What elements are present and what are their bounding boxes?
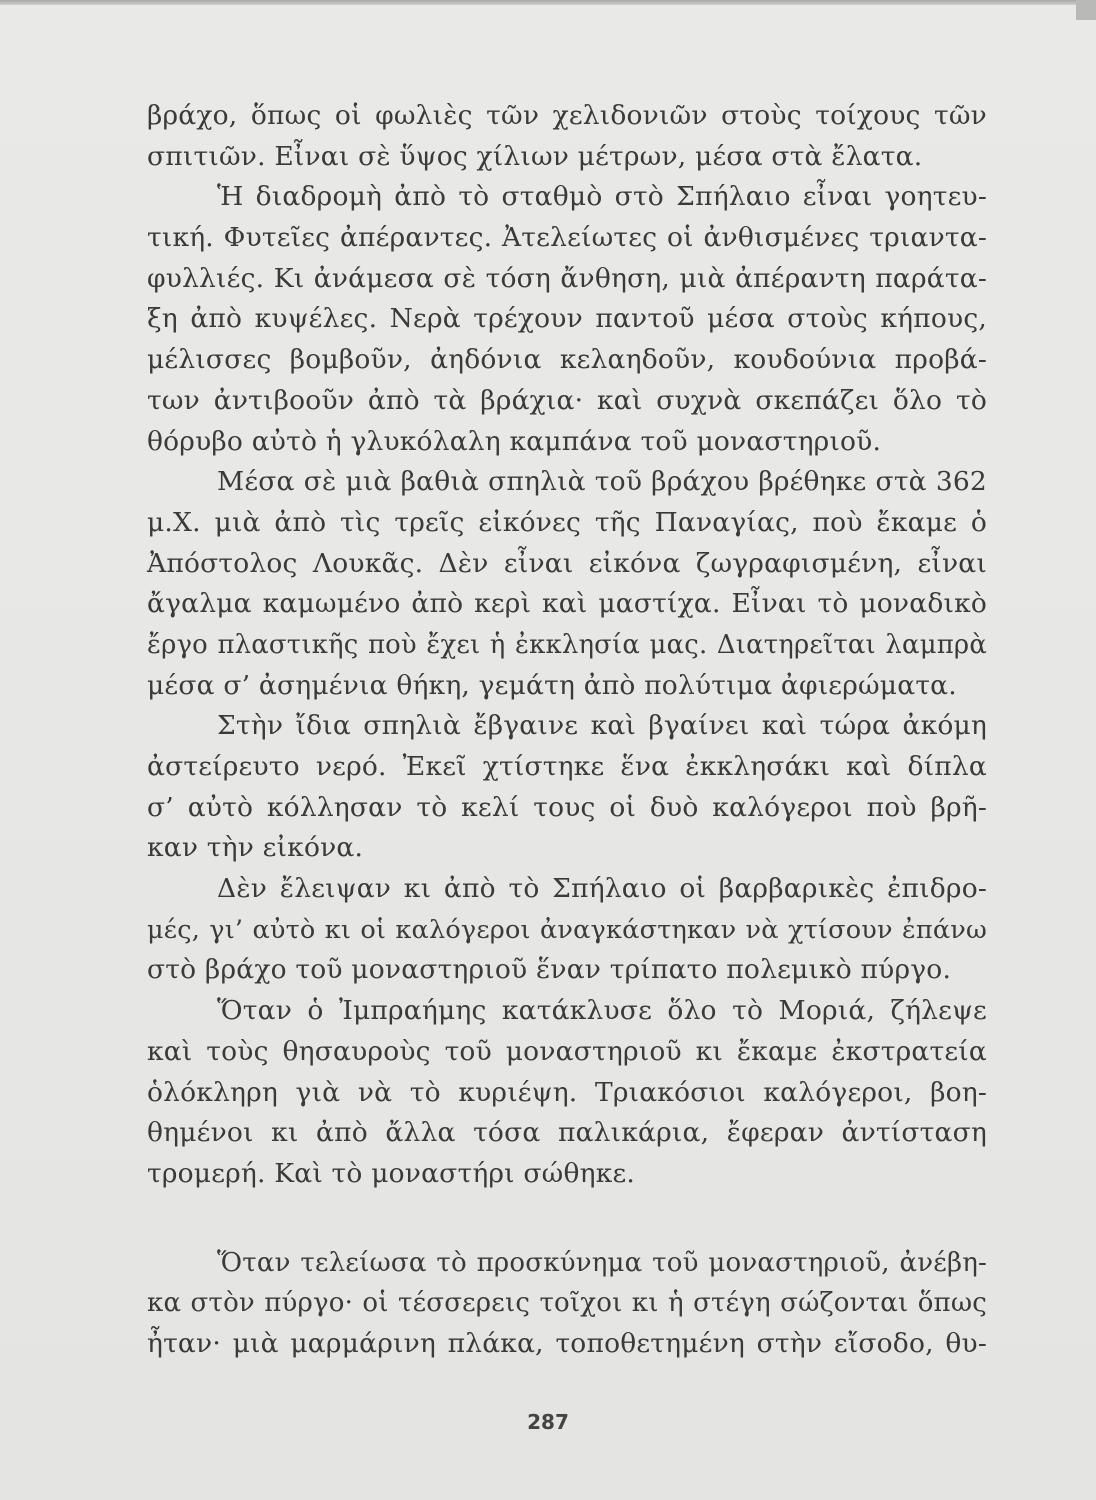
text-line: βράχο, ὅπως οἱ φωλιὲς τῶν χελιδονιῶν στοὺς τοίχους τῶν [147,100,987,131]
scan-edge-shadow [0,0,1096,5]
text-line: ἔργο πλαστικῆς ποὺ ἔχει ἡ ἐκκλησία μας. Διατηρεῖται λαμπρὰ [147,629,987,660]
text-line: φυλλιές. Κι ἀνάμεσα σὲ τόση ἄνθηση, μιὰ ἀπέραντη παράτα- [147,262,987,294]
text-line: ἀστείρευτο νερό. Ἐκεῖ χτίστηκε ἕνα ἐκκλησάκι καὶ δίπλα [147,751,987,782]
text-line: ἄγαλμα καμωμένο ἀπὸ κερὶ καὶ μαστίχα. Εἶναι τὸ μοναδικὸ [147,588,987,620]
text-line: μ.Χ. μιὰ ἀπὸ τὶς τρεῖς εἰκόνες τῆς Παναγίας, ποὺ ἔκαμε ὁ [147,506,987,538]
text-line: κα στὸν πύργο· οἱ τέσσερεις τοῖχοι κι ἡ στέγη σώζονται ὅπως [147,1288,987,1319]
text-line: Ἀπόστολος Λουκᾶς. Δὲν εἶναι εἰκόνα ζωγραφισμένη, εἶναι [147,547,987,579]
text-line: στὸ βράχο τοῦ μοναστηριοῦ ἕναν τρίπατο πολεμικὸ πύργο. [147,954,952,986]
paragraph-start-line: Δὲν ἔλειψαν κι ἀπὸ τὸ Σπήλαιο οἱ βαρβαρικὲς ἐπιδρο- [217,873,987,905]
text-line: σ’ αὐτὸ κόλλησαν τὸ κελί τους οἱ δυὸ καλόγεροι ποὺ βρῆ- [147,791,987,823]
scan-corner-mark [1076,0,1096,20]
body-text [147,96,987,1365]
text-line: μές, γι’ αὐτὸ κι οἱ καλόγεροι ἀναγκάστηκαν νὰ χτίσουν ἐπάνω [147,914,987,945]
paragraph-start-line: Μέσα σὲ μιὰ βαθιὰ σπηλιὰ τοῦ βράχου βρέθηκε στὰ 362 [217,466,987,498]
text-line: θόρυβο αὐτὸ ἡ γλυκόλαλη καμπάνα τοῦ μοναστηριοῦ. [147,425,882,457]
text-line: μέλισσες βομβοῦν, ἀηδόνια κελαηδοῦν, κουδούνια προβά- [147,344,987,376]
text-line: θημένοι κι ἀπὸ ἄλλα τόσα παλικάρια, ἔφεραν ἀντίσταση [147,1117,987,1149]
text-line: μέσα σ’ ἀσημένια θήκη, γεμάτη ἀπὸ πολύτιμα ἀφιερώματα. [147,669,957,701]
text-line: καν τὴν εἰκόνα. [147,832,364,864]
section-break [147,1195,987,1243]
text-line: καὶ τοὺς θησαυροὺς τοῦ μοναστηριοῦ κι ἔκαμε ἐκστρατεία [147,1035,987,1067]
text-line: ἦταν· μιὰ μαρμάρινη πλάκα, τοποθετημένη στὴν εἴσοδο, θυ- [147,1327,987,1359]
text-line: σπιτιῶν. Εἶναι σὲ ὕψος χίλιων μέτρων, μέσα στὰ ἔλατα. [147,140,923,172]
paragraph-start-line: Στὴν ἴδια σπηλιὰ ἔβγαινε καὶ βγαίνει καὶ τώρα ἀκόμη [217,710,987,742]
paragraph-start-line: Ὅταν ὁ Ἰμπραήμης κατάκλυσε ὅλο τὸ Μοριά, ζήλεψε [217,995,987,1027]
paragraph-start-line: Ὅταν τελείωσα τὸ προσκύνημα τοῦ μοναστηριοῦ, ἀνέβη- [217,1247,987,1278]
text-line: ὁλόκληρη γιὰ νὰ τὸ κυριέψη. Τριακόσιοι καλόγεροι, βοη- [147,1076,987,1108]
page-number: 287 [527,1410,569,1434]
text-line: ξη ἀπὸ κυψέλες. Νερὰ τρέχουν παντοῦ μέσα στοὺς κήπους, [147,303,987,335]
text-line: τική. Φυτεῖες ἀπέραντες. Ἀτελείωτες οἱ ἀνθισμένες τριαντα- [147,222,987,254]
text-line: των ἀντιβοοῦν ἀπὸ τὰ βράχια· καὶ συχνὰ σκεπάζει ὅλο τὸ [147,384,987,416]
text-line: τρομερή. Καὶ τὸ μοναστήρι σώθηκε. [147,1157,636,1189]
paragraph-start-line: Ἡ διαδρομὴ ἀπὸ τὸ σταθμὸ στὸ Σπήλαιο εἶναι γοητευ- [217,181,987,213]
